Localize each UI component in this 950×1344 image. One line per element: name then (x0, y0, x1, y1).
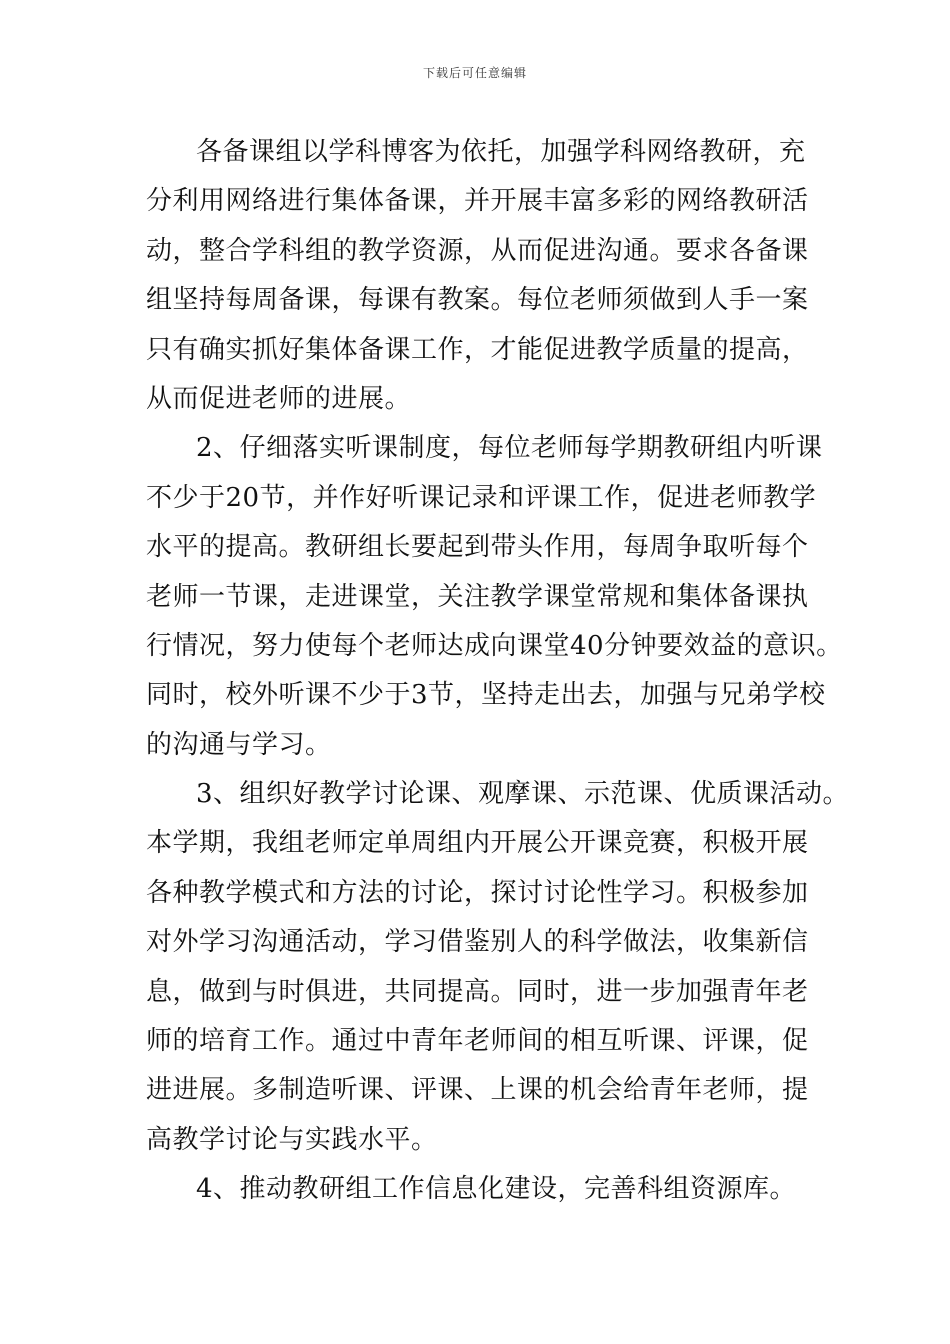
page-header: 下载后可任意编辑 (422, 66, 527, 80)
text-line: 4、推动教研组工作信息化建设，完善科组资源库。 (196, 1174, 797, 1205)
text-line: 师的培育工作。通过中青年老师间的相互听课、评课，促 (146, 1026, 809, 1057)
text-line: 2、仔细落实听课制度，每位老师每学期教研组内听课 (196, 433, 823, 464)
text-line: 各种教学模式和方法的讨论，探讨讨论性学习。积极参加 (146, 877, 809, 908)
text-line: 各备课组以学科博客为依托，加强学科网络教研，充 (196, 137, 806, 167)
text-line: 本学期，我组老师定单周组内开展公开课竞赛，积极开展 (146, 828, 809, 859)
text-line: 的沟通与学习。 (146, 729, 332, 760)
text-line: 行情况，努力使每个老师达成向课堂40分钟要效益的意识。 (146, 630, 843, 661)
text-line: 老师一节课，走进课堂，关注教学课堂常规和集体备课执 (146, 581, 809, 612)
text-line: 不少于20节，并作好听课记录和评课工作，促进老师教学 (146, 482, 817, 513)
text-line: 高教学讨论与实践水平。 (146, 1124, 438, 1155)
text-line: 分利用网络进行集体备课，并开展丰富多彩的网络教研活 (146, 186, 809, 217)
document-body (146, 128, 850, 1215)
text-line: 同时，校外听课不少于3节，坚持走出去，加强与兄弟学校 (146, 680, 826, 711)
text-line: 组坚持每周备课，每课有教案。每位老师须做到人手一案 (146, 285, 809, 316)
text-line: 3、组织好教学讨论课、观摩课、示范课、优质课活动。 (196, 779, 850, 810)
text-line: 只有确实抓好集体备课工作，才能促进教学质量的提高， (146, 334, 809, 365)
text-line: 对外学习沟通活动，学习借鉴别人的科学做法，收集新信 (146, 927, 809, 958)
text-line: 息，做到与时俱进，共同提高。同时，进一步加强青年老 (146, 976, 809, 1007)
text-line: 进进展。多制造听课、评课、上课的机会给青年老师，提 (146, 1075, 809, 1106)
text-line: 动，整合学科组的教学资源，从而促进沟通。要求各备课 (146, 235, 809, 266)
text-line: 从而促进老师的进展。 (146, 383, 412, 414)
text-line: 水平的提高。教研组长要起到带头作用，每周争取听每个 (146, 532, 809, 563)
